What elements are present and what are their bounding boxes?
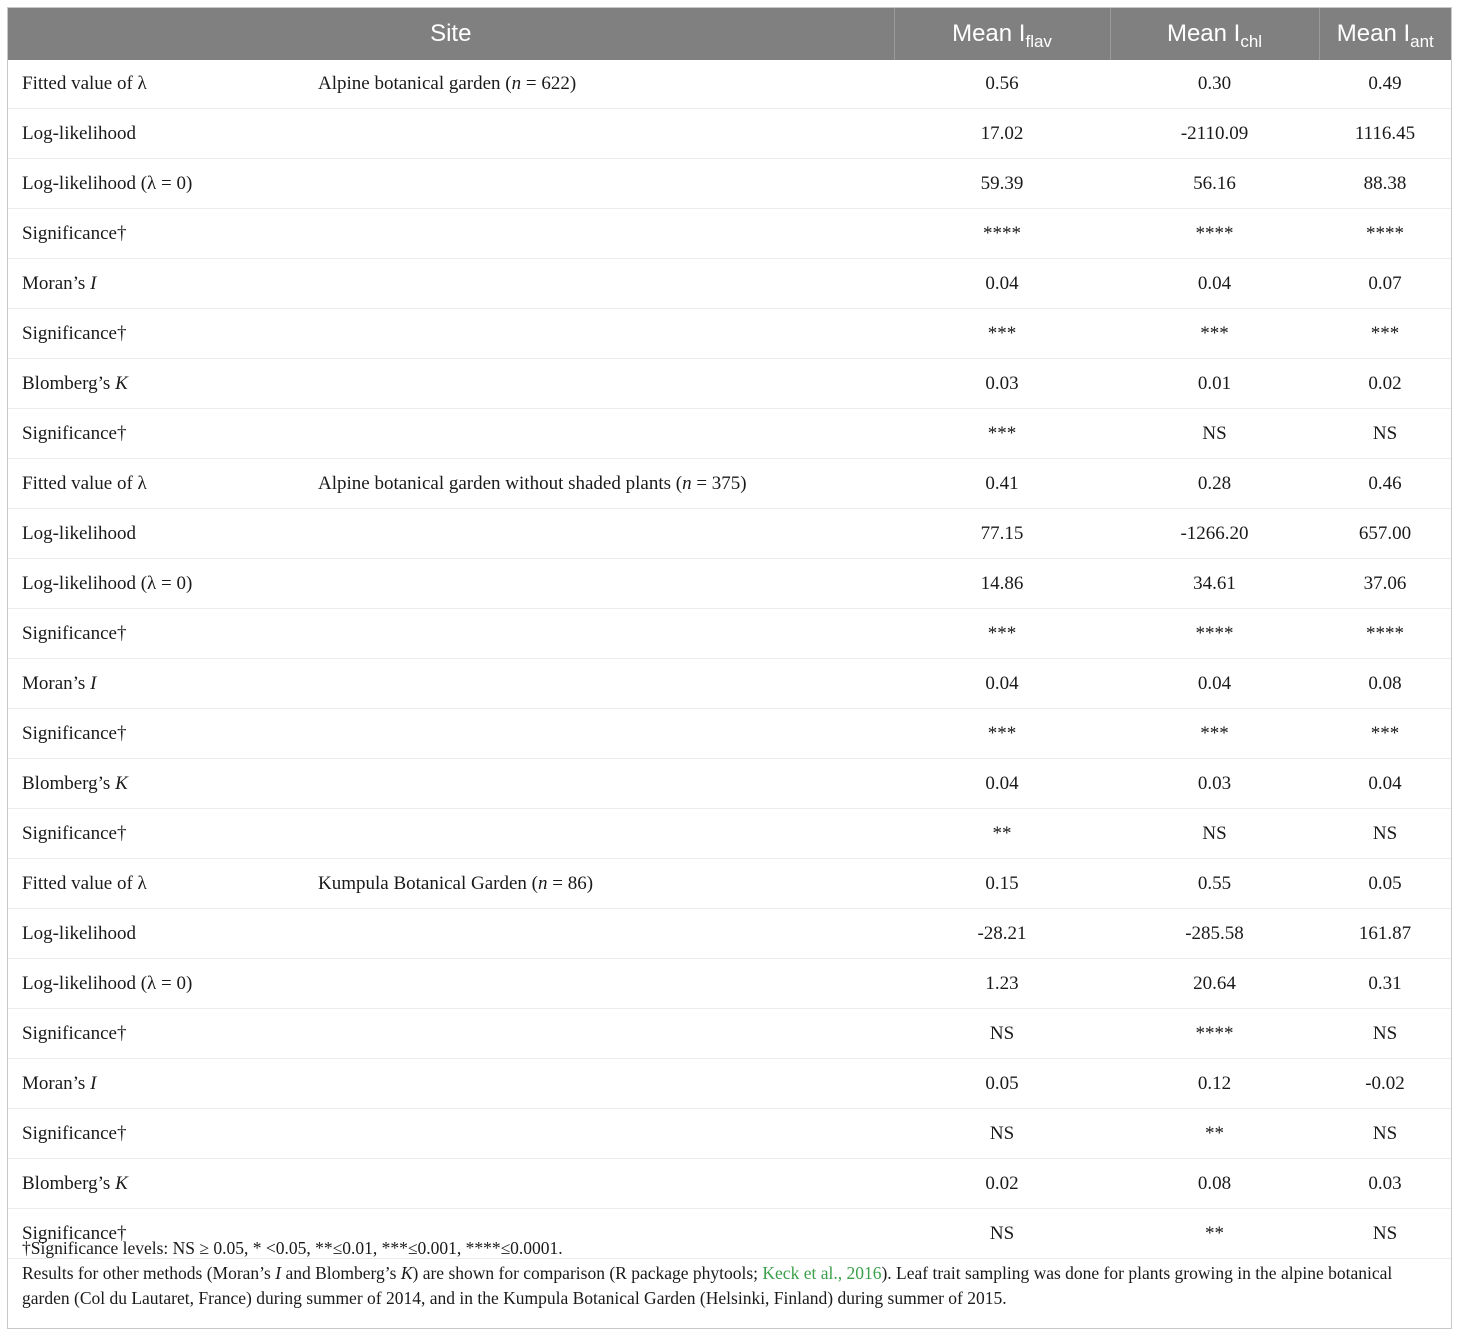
row-site [312,1159,894,1209]
table-row [8,509,1451,559]
value-ichl: **** [1110,1009,1319,1059]
value-iant: 0.02 [1319,359,1451,409]
row-parameter: Significance† [8,409,312,459]
row-parameter: Fitted value of λ [8,459,312,509]
row-parameter: Moran’s I [8,1059,312,1109]
row-parameter: Significance† [8,1109,312,1159]
table-footnote [22,1236,1442,1311]
value-ichl: 0.03 [1110,759,1319,809]
value-ichl: **** [1110,609,1319,659]
value-iant: **** [1319,209,1451,259]
value-iflav: -28.21 [894,909,1110,959]
value-iflav: 0.02 [894,1159,1110,1209]
value-ichl: 0.01 [1110,359,1319,409]
value-iflav: *** [894,309,1110,359]
row-parameter: Blomberg’s K [8,759,312,809]
value-ichl: 0.04 [1110,259,1319,309]
value-iant: 1116.45 [1319,109,1451,159]
row-site [312,559,894,609]
value-iant: 0.08 [1319,659,1451,709]
table-row [8,459,1451,509]
row-site: Kumpula Botanical Garden (n = 86) [312,859,894,909]
value-ichl: 0.04 [1110,659,1319,709]
table-row [8,1109,1451,1159]
row-site: Alpine botanical garden without shaded plants (n = 375) [312,459,894,509]
row-parameter: Significance† [8,809,312,859]
value-ichl: 0.55 [1110,859,1319,909]
footnote-significance: †Significance levels: NS ≥ 0.05, * <0.05, **≤0.01, ***≤0.001, ****≤0.0001. [22,1238,563,1258]
value-iflav: 0.56 [894,60,1110,109]
value-ichl: -1266.20 [1110,509,1319,559]
header-row [8,8,1451,60]
value-iant: **** [1319,609,1451,659]
row-parameter: Significance† [8,709,312,759]
value-iflav: 0.04 [894,759,1110,809]
table-row [8,709,1451,759]
value-iant: 0.04 [1319,759,1451,809]
value-iant: 657.00 [1319,509,1451,559]
row-site [312,359,894,409]
header-mean-ichl: Mean $I_{chl}$ [1110,8,1319,60]
row-parameter: Blomberg’s K [8,359,312,409]
row-site [312,1109,894,1159]
value-iant: 88.38 [1319,159,1451,209]
value-iant: 0.07 [1319,259,1451,309]
row-parameter: Log-likelihood [8,509,312,559]
row-site: Alpine botanical garden (n = 622) [312,60,894,109]
row-site [312,809,894,859]
value-iflav: 59.39 [894,159,1110,209]
row-parameter: Fitted value of λ [8,859,312,909]
value-iflav: 14.86 [894,559,1110,609]
row-parameter: Significance† [8,609,312,659]
value-iflav: NS [894,1009,1110,1059]
value-ichl: 0.30 [1110,60,1319,109]
table-row [8,859,1451,909]
value-iflav: *** [894,409,1110,459]
value-ichl: 56.16 [1110,159,1319,209]
row-parameter: Significance† [8,1209,312,1259]
data-table [8,8,1451,1259]
value-ichl: ** [1110,1109,1319,1159]
table-row [8,559,1451,609]
table-row [8,209,1451,259]
row-parameter: Moran’s I [8,259,312,309]
table-row [8,60,1451,109]
value-iflav: 1.23 [894,959,1110,1009]
value-iant: *** [1319,309,1451,359]
row-parameter: Significance† [8,209,312,259]
row-site [312,309,894,359]
value-iflav: ** [894,809,1110,859]
value-iant: 37.06 [1319,559,1451,609]
value-ichl: **** [1110,209,1319,259]
table-row [8,309,1451,359]
row-parameter: Log-likelihood (λ = 0) [8,559,312,609]
header-mean-iant: Mean $I_{ant}$ [1319,8,1451,60]
row-site [312,209,894,259]
table-row [8,1059,1451,1109]
row-parameter: Log-likelihood (λ = 0) [8,959,312,1009]
row-site [312,159,894,209]
row-site [312,709,894,759]
table-row [8,809,1451,859]
value-iant: NS [1319,1109,1451,1159]
table-row [8,109,1451,159]
row-site [312,959,894,1009]
value-iflav: NS [894,1209,1110,1259]
table-row [8,759,1451,809]
value-iflav: 0.41 [894,459,1110,509]
row-site [312,259,894,309]
value-ichl: ** [1110,1209,1319,1259]
table-row [8,959,1451,1009]
value-iant: -0.02 [1319,1059,1451,1109]
row-site [312,909,894,959]
row-site [312,659,894,709]
value-iant: 0.03 [1319,1159,1451,1209]
footnote-methods: Results for other methods (Moran’s I and Blomberg’s K) are shown for comparison (R package phytools; Keck et al., 2016). Leaf trait sampling was done for plants growing in the alpine botanical garden (Col du Lautaret, France) during summer of 2014, and in the Kumpula Botanical Garden (Helsinki, Finland) during summer of 2015. [22,1263,1393,1308]
row-site [312,609,894,659]
value-iflav: 0.05 [894,1059,1110,1109]
value-iflav: 17.02 [894,109,1110,159]
table-row [8,659,1451,709]
table-row [8,159,1451,209]
value-iant: 0.49 [1319,60,1451,109]
table-row [8,359,1451,409]
row-parameter: Moran’s I [8,659,312,709]
header-mean-iflav: Mean $I_{flav}$ [894,8,1110,60]
value-iflav: 0.15 [894,859,1110,909]
row-site [312,1009,894,1059]
value-iant: 0.05 [1319,859,1451,909]
row-site [312,1059,894,1109]
value-ichl: 0.12 [1110,1059,1319,1109]
value-ichl: NS [1110,809,1319,859]
table-row [8,909,1451,959]
table-row [8,259,1451,309]
row-parameter: Log-likelihood (λ = 0) [8,159,312,209]
row-site [312,759,894,809]
value-iant: NS [1319,809,1451,859]
value-ichl: 0.28 [1110,459,1319,509]
row-site [312,509,894,559]
table-row [8,609,1451,659]
value-iflav: 0.03 [894,359,1110,409]
value-iflav: *** [894,709,1110,759]
value-iflav: 0.04 [894,259,1110,309]
table-frame [7,7,1452,1329]
row-site [312,409,894,459]
value-ichl: -285.58 [1110,909,1319,959]
value-iant: 0.46 [1319,459,1451,509]
value-iflav: **** [894,209,1110,259]
value-ichl: NS [1110,409,1319,459]
citation-link[interactable]: Keck et al., 2016 [762,1263,882,1283]
header-site: Site [8,8,894,60]
value-ichl: *** [1110,709,1319,759]
value-iant: NS [1319,1009,1451,1059]
value-ichl: 34.61 [1110,559,1319,609]
value-iflav: 77.15 [894,509,1110,559]
row-site [312,109,894,159]
value-iant: NS [1319,1209,1451,1259]
value-iflav: *** [894,609,1110,659]
row-parameter: Log-likelihood [8,109,312,159]
table-row [8,1159,1451,1209]
value-iant: NS [1319,409,1451,459]
value-ichl: -2110.09 [1110,109,1319,159]
row-parameter: Significance† [8,309,312,359]
row-parameter: Fitted value of λ [8,60,312,109]
value-iflav: NS [894,1109,1110,1159]
value-iant: 0.31 [1319,959,1451,1009]
row-parameter: Blomberg’s K [8,1159,312,1209]
value-iant: 161.87 [1319,909,1451,959]
value-ichl: 0.08 [1110,1159,1319,1209]
value-iflav: 0.04 [894,659,1110,709]
table-row [8,409,1451,459]
value-ichl: *** [1110,309,1319,359]
value-ichl: 20.64 [1110,959,1319,1009]
table-row [8,1009,1451,1059]
row-parameter: Significance† [8,1009,312,1059]
value-iant: *** [1319,709,1451,759]
row-parameter: Log-likelihood [8,909,312,959]
